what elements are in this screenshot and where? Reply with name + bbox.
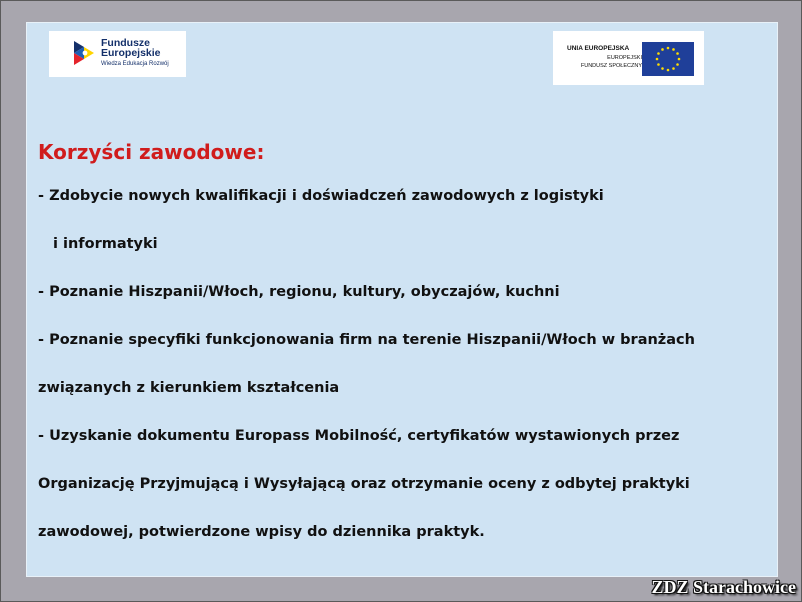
eu-star bbox=[657, 52, 660, 55]
eu-star bbox=[676, 52, 679, 55]
eu-star bbox=[672, 48, 675, 51]
unia-europejska-logo bbox=[553, 31, 704, 85]
benefit-line-2: i informatyki bbox=[53, 236, 158, 252]
eu-star bbox=[667, 47, 670, 50]
fe-logo-line3: Wiedza Edukacja Rozwój bbox=[101, 61, 169, 67]
benefit-line-1: - Zdobycie nowych kwalifikacji i doświadczeń zawodowych z logistyki bbox=[38, 188, 604, 204]
eu-star bbox=[661, 48, 664, 51]
eu-star bbox=[661, 67, 664, 70]
eu-star bbox=[676, 63, 679, 66]
benefit-line-5: związanych z kierunkiem kształcenia bbox=[38, 380, 340, 396]
slide bbox=[26, 22, 778, 577]
eu-star bbox=[667, 69, 670, 72]
eu-star bbox=[657, 63, 660, 66]
eu-star bbox=[672, 67, 675, 70]
eu-star bbox=[656, 58, 659, 61]
benefit-line-6: - Uzyskanie dokumentu Europass Mobilność, certyfikatów wystawionych przez bbox=[38, 428, 680, 444]
ue-logo-sub2: FUNDUSZ SPOŁECZNY bbox=[580, 63, 642, 69]
benefit-line-3: - Poznanie Hiszpanii/Włoch, regionu, kultury, obyczajów, kuchni bbox=[38, 284, 560, 300]
ue-logo-sub1: EUROPEJSKI bbox=[607, 55, 642, 61]
eu-flag-icon bbox=[642, 42, 694, 76]
fe-logo-line1: Fundusze bbox=[101, 37, 150, 49]
fundusze-europejskie-logo bbox=[49, 31, 186, 77]
fe-logo-line2: Europejskie bbox=[101, 47, 161, 59]
eu-star bbox=[678, 58, 681, 61]
section-heading: Korzyści zawodowe: bbox=[38, 140, 265, 164]
benefit-line-8: zawodowej, potwierdzone wpisy do dziennika praktyk. bbox=[38, 524, 485, 540]
watermark: ZDZ Starachowice bbox=[651, 577, 796, 597]
fundusze-europejskie-mark-icon bbox=[71, 39, 97, 67]
benefit-line-7: Organizację Przyjmującą i Wysyłającą oraz otrzymanie oceny z odbytej praktyki bbox=[38, 476, 690, 492]
benefit-line-4: - Poznanie specyfiki funkcjonowania firm na terenie Hiszpanii/Włoch w branżach bbox=[38, 332, 695, 348]
ue-logo-title: UNIA EUROPEJSKA bbox=[567, 45, 630, 52]
